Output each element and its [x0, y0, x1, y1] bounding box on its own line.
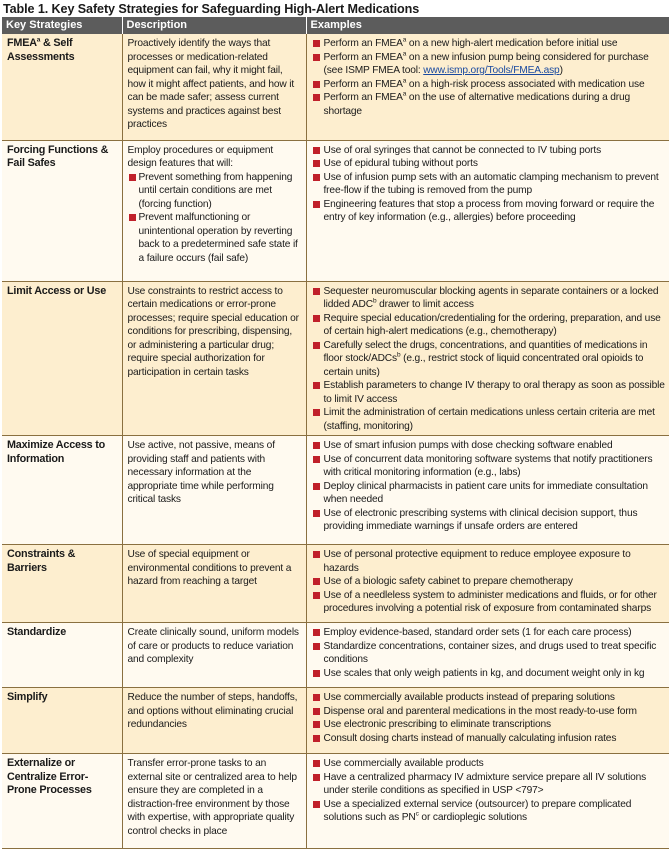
list-item: Use of epidural tubing without ports — [312, 157, 666, 171]
strategy-cell: Limit Access or Use — [2, 281, 122, 436]
strategy-cell — [2, 34, 122, 140]
table-row — [2, 688, 669, 754]
examples-cell — [306, 754, 669, 849]
list-item: Deploy clinical pharmacists in patient care units for immediate consultation when needed — [312, 480, 666, 507]
examples-cell — [306, 545, 669, 623]
table-title: Table 1. Key Safety Strategies for Safeguarding High-Alert Medications — [3, 2, 420, 16]
list-item: Perform an FMEA$^a$ on the use of alternative medications during a drug shortage — [312, 91, 666, 118]
strategy-name: FMEA — [7, 37, 37, 49]
list-item: Use commercially available products — [312, 757, 666, 771]
list-item: Use of smart infusion pumps with dose checking software enabled — [312, 439, 666, 453]
list-item: Carefully select the drugs, concentrations, and quantities of medications in floor stock/ADCs$^b$ (e.g., restrict stock of liquid concentrated oral opioids to certain units) — [312, 339, 666, 380]
examples-cell — [306, 436, 669, 545]
list-item: Use of a biologic safety cabinet to prepare chemotherapy — [312, 575, 666, 589]
list-item: Use a specialized external service (outsourcer) to prepare complicated solutions such as $PN^c$ or cardioplegic solutions — [312, 798, 666, 825]
table-row — [2, 436, 669, 545]
description-cell: Use of special equipment or environmental conditions to prevent a hazard from reaching a target — [122, 545, 306, 623]
list-item: Perform an FMEA$^a$ on a high-risk process associated with medication use — [312, 78, 666, 92]
list-item: Perform an FMEA$^a$ on a new high-alert medication before initial use — [312, 37, 666, 51]
list-item: Have a centralized pharmacy IV admixture service prepare all IV solutions under sterile conditions as specified in USP <797> — [312, 771, 666, 798]
list-item: Consult dosing charts instead of manually calculating infusion rates — [312, 732, 666, 746]
list-item: Use of infusion pump sets with an automatic clamping mechanism to prevent free-flow if the tubing is removed from the pump — [312, 171, 666, 198]
list-item: Use of electronic prescribing systems with clinical decision support, thus providing immediate warnings if unsafe orders are entered — [312, 507, 666, 534]
description-cell — [122, 140, 306, 281]
examples-cell — [306, 140, 669, 281]
description-cell: Use active, not passive, means of providing staff and patients with necessary information at the appropriate time while performing critical tasks — [122, 436, 306, 545]
safety-strategies-table — [2, 17, 669, 849]
list-item: Prevent malfunctioning or unintentional operation by reverting back to a predetermined safe state if a failure occurs (fail safe) — [128, 211, 302, 265]
description-cell: Reduce the number of steps, handoffs, and options without eliminating crucial redundancies — [122, 688, 306, 754]
examples-cell — [306, 688, 669, 754]
examples-cell — [306, 623, 669, 688]
list-item: Use electronic prescribing to eliminate transcriptions — [312, 718, 666, 732]
table-row — [2, 623, 669, 688]
list-item: Sequester neuromuscular blocking agents in separate containers or a locked lidded ADC$^b$ drawer to limit access — [312, 285, 666, 312]
list-item: Use of a needleless system to administer medications and fluids, or for other procedures involving a potential risk of exposure from contaminated sharps — [312, 589, 666, 616]
header-description: Description — [122, 17, 306, 34]
strategy-name-rest: & Self Assessments — [7, 37, 75, 63]
list-item: Establish parameters to change IV therapy to oral therapy as soon as possible to limit IV access — [312, 379, 666, 406]
list-item: Require special education/credentialing for the ordering, preparation, and use of certain high-alert medications (e.g., chemotherapy) — [312, 312, 666, 339]
list-item: Use of concurrent data monitoring software systems that notify practitioners with critical monitoring information (e.g., labs) — [312, 453, 666, 480]
list-item: Standardize concentrations, container sizes, and drugs used to treat specific conditions — [312, 640, 666, 667]
examples-cell — [306, 281, 669, 436]
table-header — [2, 17, 669, 34]
strategy-cell: Simplify — [2, 688, 122, 754]
description-cell: Create clinically sound, uniform models of care or products to reduce variation and complexity — [122, 623, 306, 688]
list-item: Limit the administration of certain medications unless certain criteria are met (staffing, monitoring) — [312, 406, 666, 433]
list-item: Perform an FMEA$^a$ on a new infusion pump being considered for purchase (see ISMP FMEA tool: www.ismp.org/Tools/FMEA.asp) — [312, 51, 666, 78]
header-key-strategies: Key Strategies — [2, 17, 122, 34]
description-cell: Use constraints to restrict access to certain medications or error-prone processes; require special education or conditions for prescribing, dispensing, or administering a particular drug; require special authorization for participation in certain tasks — [122, 281, 306, 436]
examples-cell — [306, 34, 669, 140]
fmea-tool-link[interactable]: www.ismp.org/Tools/FMEA.asp — [423, 65, 560, 76]
strategy-cell: Forcing Functions & Fail Safes — [2, 140, 122, 281]
table-row — [2, 281, 669, 436]
table-row — [2, 34, 669, 140]
table-row — [2, 754, 669, 849]
strategy-cell: Externalize or Centralize Error-Prone Processes — [2, 754, 122, 849]
list-item: Use of personal protective equipment to reduce employee exposure to hazards — [312, 548, 666, 575]
table-row — [2, 140, 669, 281]
header-examples: Examples — [306, 17, 669, 34]
list-item: Use scales that only weigh patients in kg, and document weight only in kg — [312, 667, 666, 681]
strategy-cell: Standardize — [2, 623, 122, 688]
list-item: Prevent something from happening until certain conditions are met (forcing function) — [128, 171, 302, 212]
list-item: Dispense oral and parenteral medications in the most ready-to-use form — [312, 705, 666, 719]
list-item: Use commercially available products instead of preparing solutions — [312, 691, 666, 705]
list-item: Employ evidence-based, standard order sets (1 for each care process) — [312, 626, 666, 640]
list-item: Engineering features that stop a process from moving forward or require the entry of key information (e.g., allergies) before proceeding — [312, 198, 666, 225]
description-cell: Proactively identify the ways that processes or medication-related equipment can fail, why it might fail, how it might affect patients, and how it can be made safer; assess current systems and practices against best practices — [122, 34, 306, 140]
list-item: Use of oral syringes that cannot be connected to IV tubing ports — [312, 144, 666, 158]
table-row — [2, 545, 669, 623]
description-intro: Employ procedures or equipment design features that will: — [127, 144, 274, 169]
strategy-cell: Maximize Access to Information — [2, 436, 122, 545]
footnote-marker: a — [36, 36, 41, 44]
strategy-cell: Constraints & Barriers — [2, 545, 122, 623]
description-cell: Transfer error-prone tasks to an external site or centralized area to help ensure they are completed in a distraction-free environment by those with expertise, with appropriate quality control checks in place — [122, 754, 306, 849]
